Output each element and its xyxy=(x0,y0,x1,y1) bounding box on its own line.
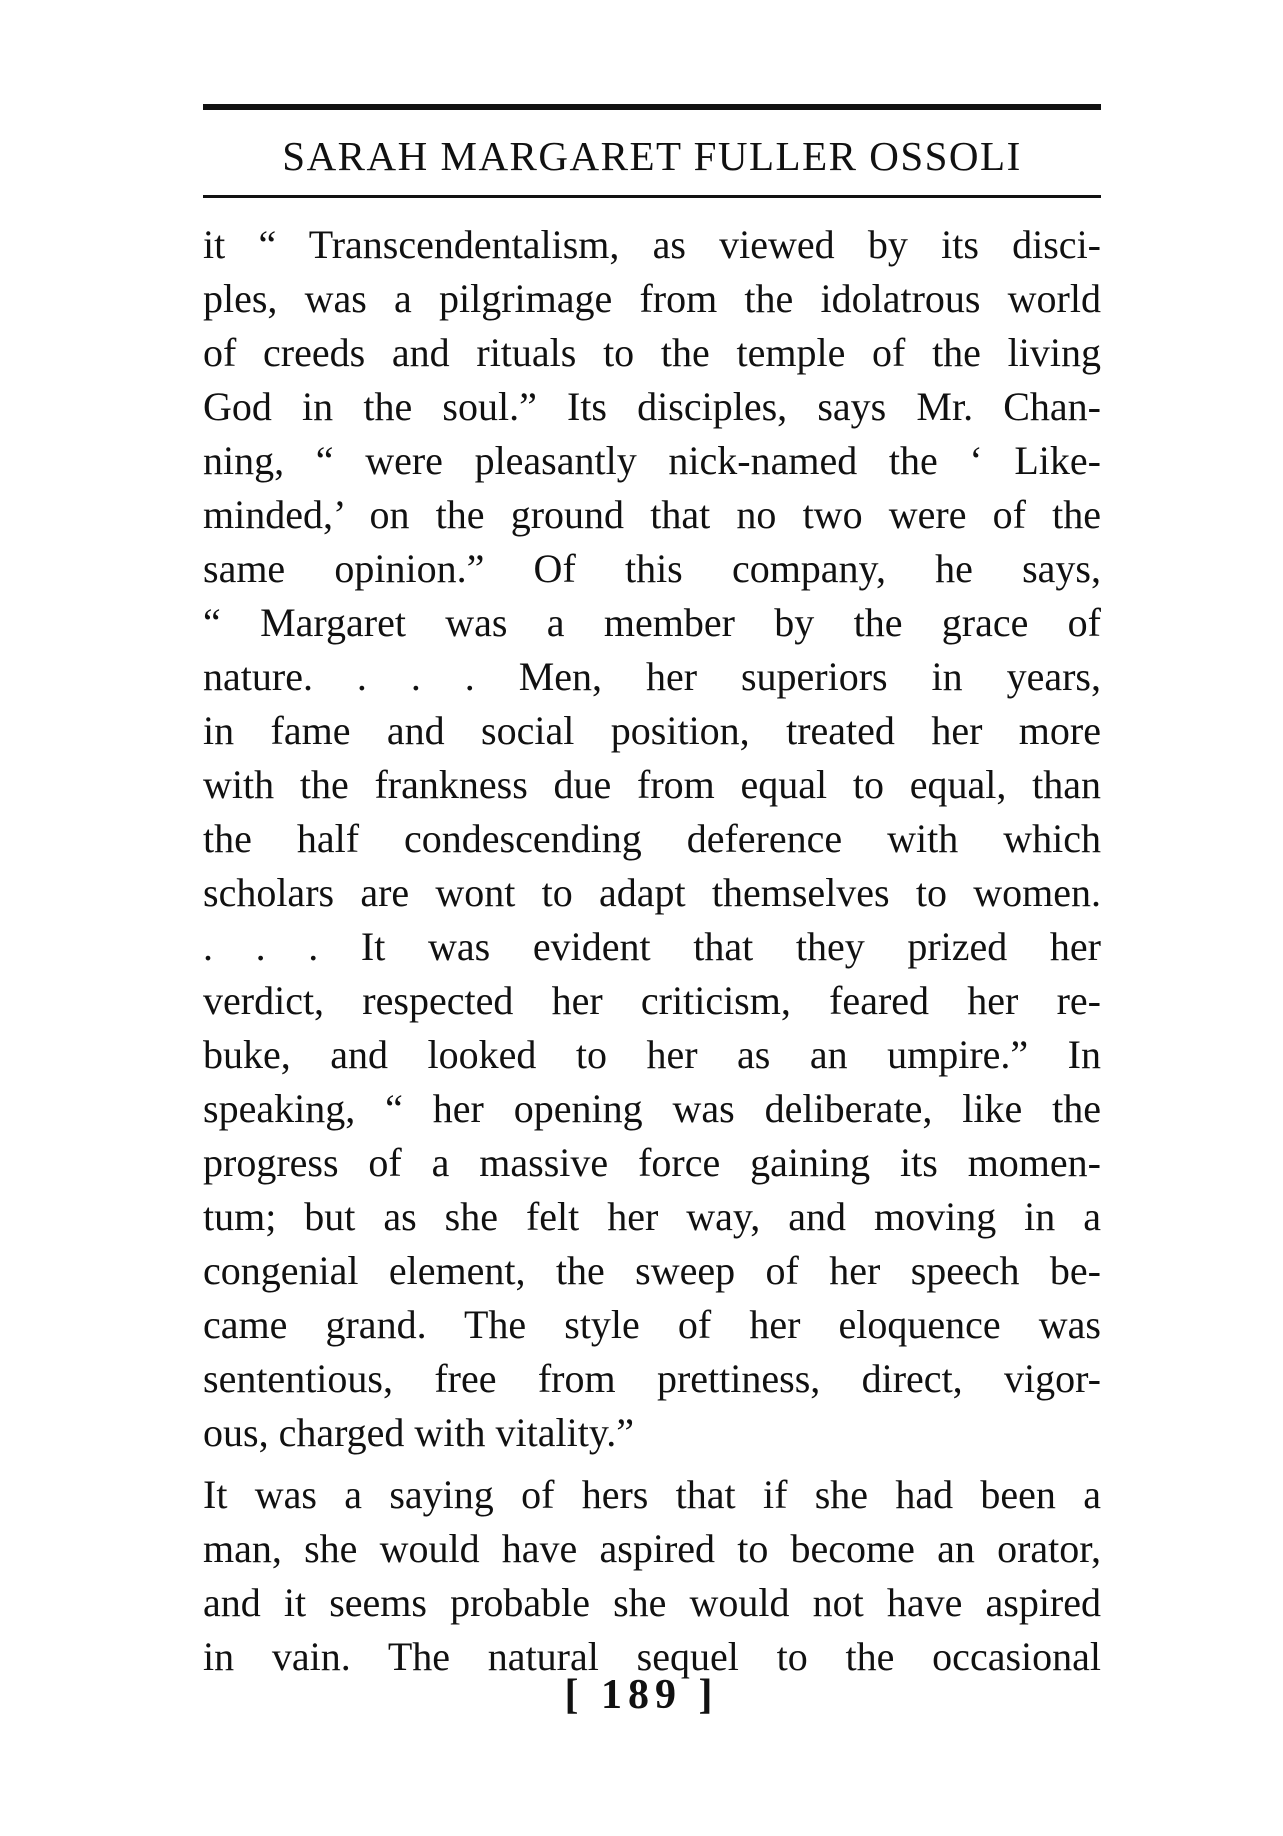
text-line: man, she would have aspired to become an orator, xyxy=(203,1526,1101,1571)
paragraph xyxy=(203,1468,1101,1684)
text-line: progress of a massive force gaining its momen- xyxy=(203,1140,1101,1185)
text-line: verdict, respected her criticism, feared her re- xyxy=(203,978,1101,1023)
text-line: congenial element, the sweep of her speech be- xyxy=(203,1248,1101,1293)
text-line: . . . It was evident that they prized her xyxy=(203,924,1101,969)
text-line: in vain. The natural sequel to the occasional xyxy=(203,1634,1101,1679)
paragraph xyxy=(203,218,1101,1460)
text-line: came grand. The style of her eloquence was xyxy=(203,1302,1101,1347)
text-line: “ Margaret was a member by the grace of xyxy=(203,600,1101,645)
text-line: and it seems probable she would not have aspired xyxy=(203,1580,1101,1625)
page-number: [ 189 ] xyxy=(564,1672,719,1718)
text-line: tum; but as she felt her way, and moving in a xyxy=(203,1194,1101,1239)
text-line: in fame and social position, treated her more xyxy=(203,708,1101,753)
text-line: scholars are wont to adapt themselves to women. xyxy=(203,870,1101,915)
text-line: it “ Transcendentalism, as viewed by its disci- xyxy=(203,222,1101,267)
page xyxy=(203,104,1101,1684)
text-line: the half condescending deference with which xyxy=(203,816,1101,861)
text-line: God in the soul.” Its disciples, says Mr. Chan- xyxy=(203,384,1101,429)
text-line: ning, “ were pleasantly nick-named the ‘ Like- xyxy=(203,438,1101,483)
body-text xyxy=(203,218,1101,1684)
text-line: of creeds and rituals to the temple of the living xyxy=(203,330,1101,375)
text-line: with the frankness due from equal to equal, than xyxy=(203,762,1101,807)
text-line: ples, was a pilgrimage from the idolatrous world xyxy=(203,276,1101,321)
running-head: SARAH MARGARET FULLER OSSOLI xyxy=(282,133,1022,179)
header-rule-bottom xyxy=(203,195,1101,198)
text-line: minded,’ on the ground that no two were of the xyxy=(203,492,1101,537)
text-line: sententious, free from prettiness, direct, vigor- xyxy=(203,1356,1101,1401)
text-line: same opinion.” Of this company, he says, xyxy=(203,546,1101,591)
text-line: It was a saying of hers that if she had been a xyxy=(203,1472,1101,1517)
text-line: ous, charged with vitality.” xyxy=(203,1410,635,1455)
text-line: buke, and looked to her as an umpire.” In xyxy=(203,1032,1101,1077)
text-line: speaking, “ her opening was deliberate, like the xyxy=(203,1086,1101,1131)
text-line: nature. . . . Men, her superiors in years, xyxy=(203,654,1101,699)
